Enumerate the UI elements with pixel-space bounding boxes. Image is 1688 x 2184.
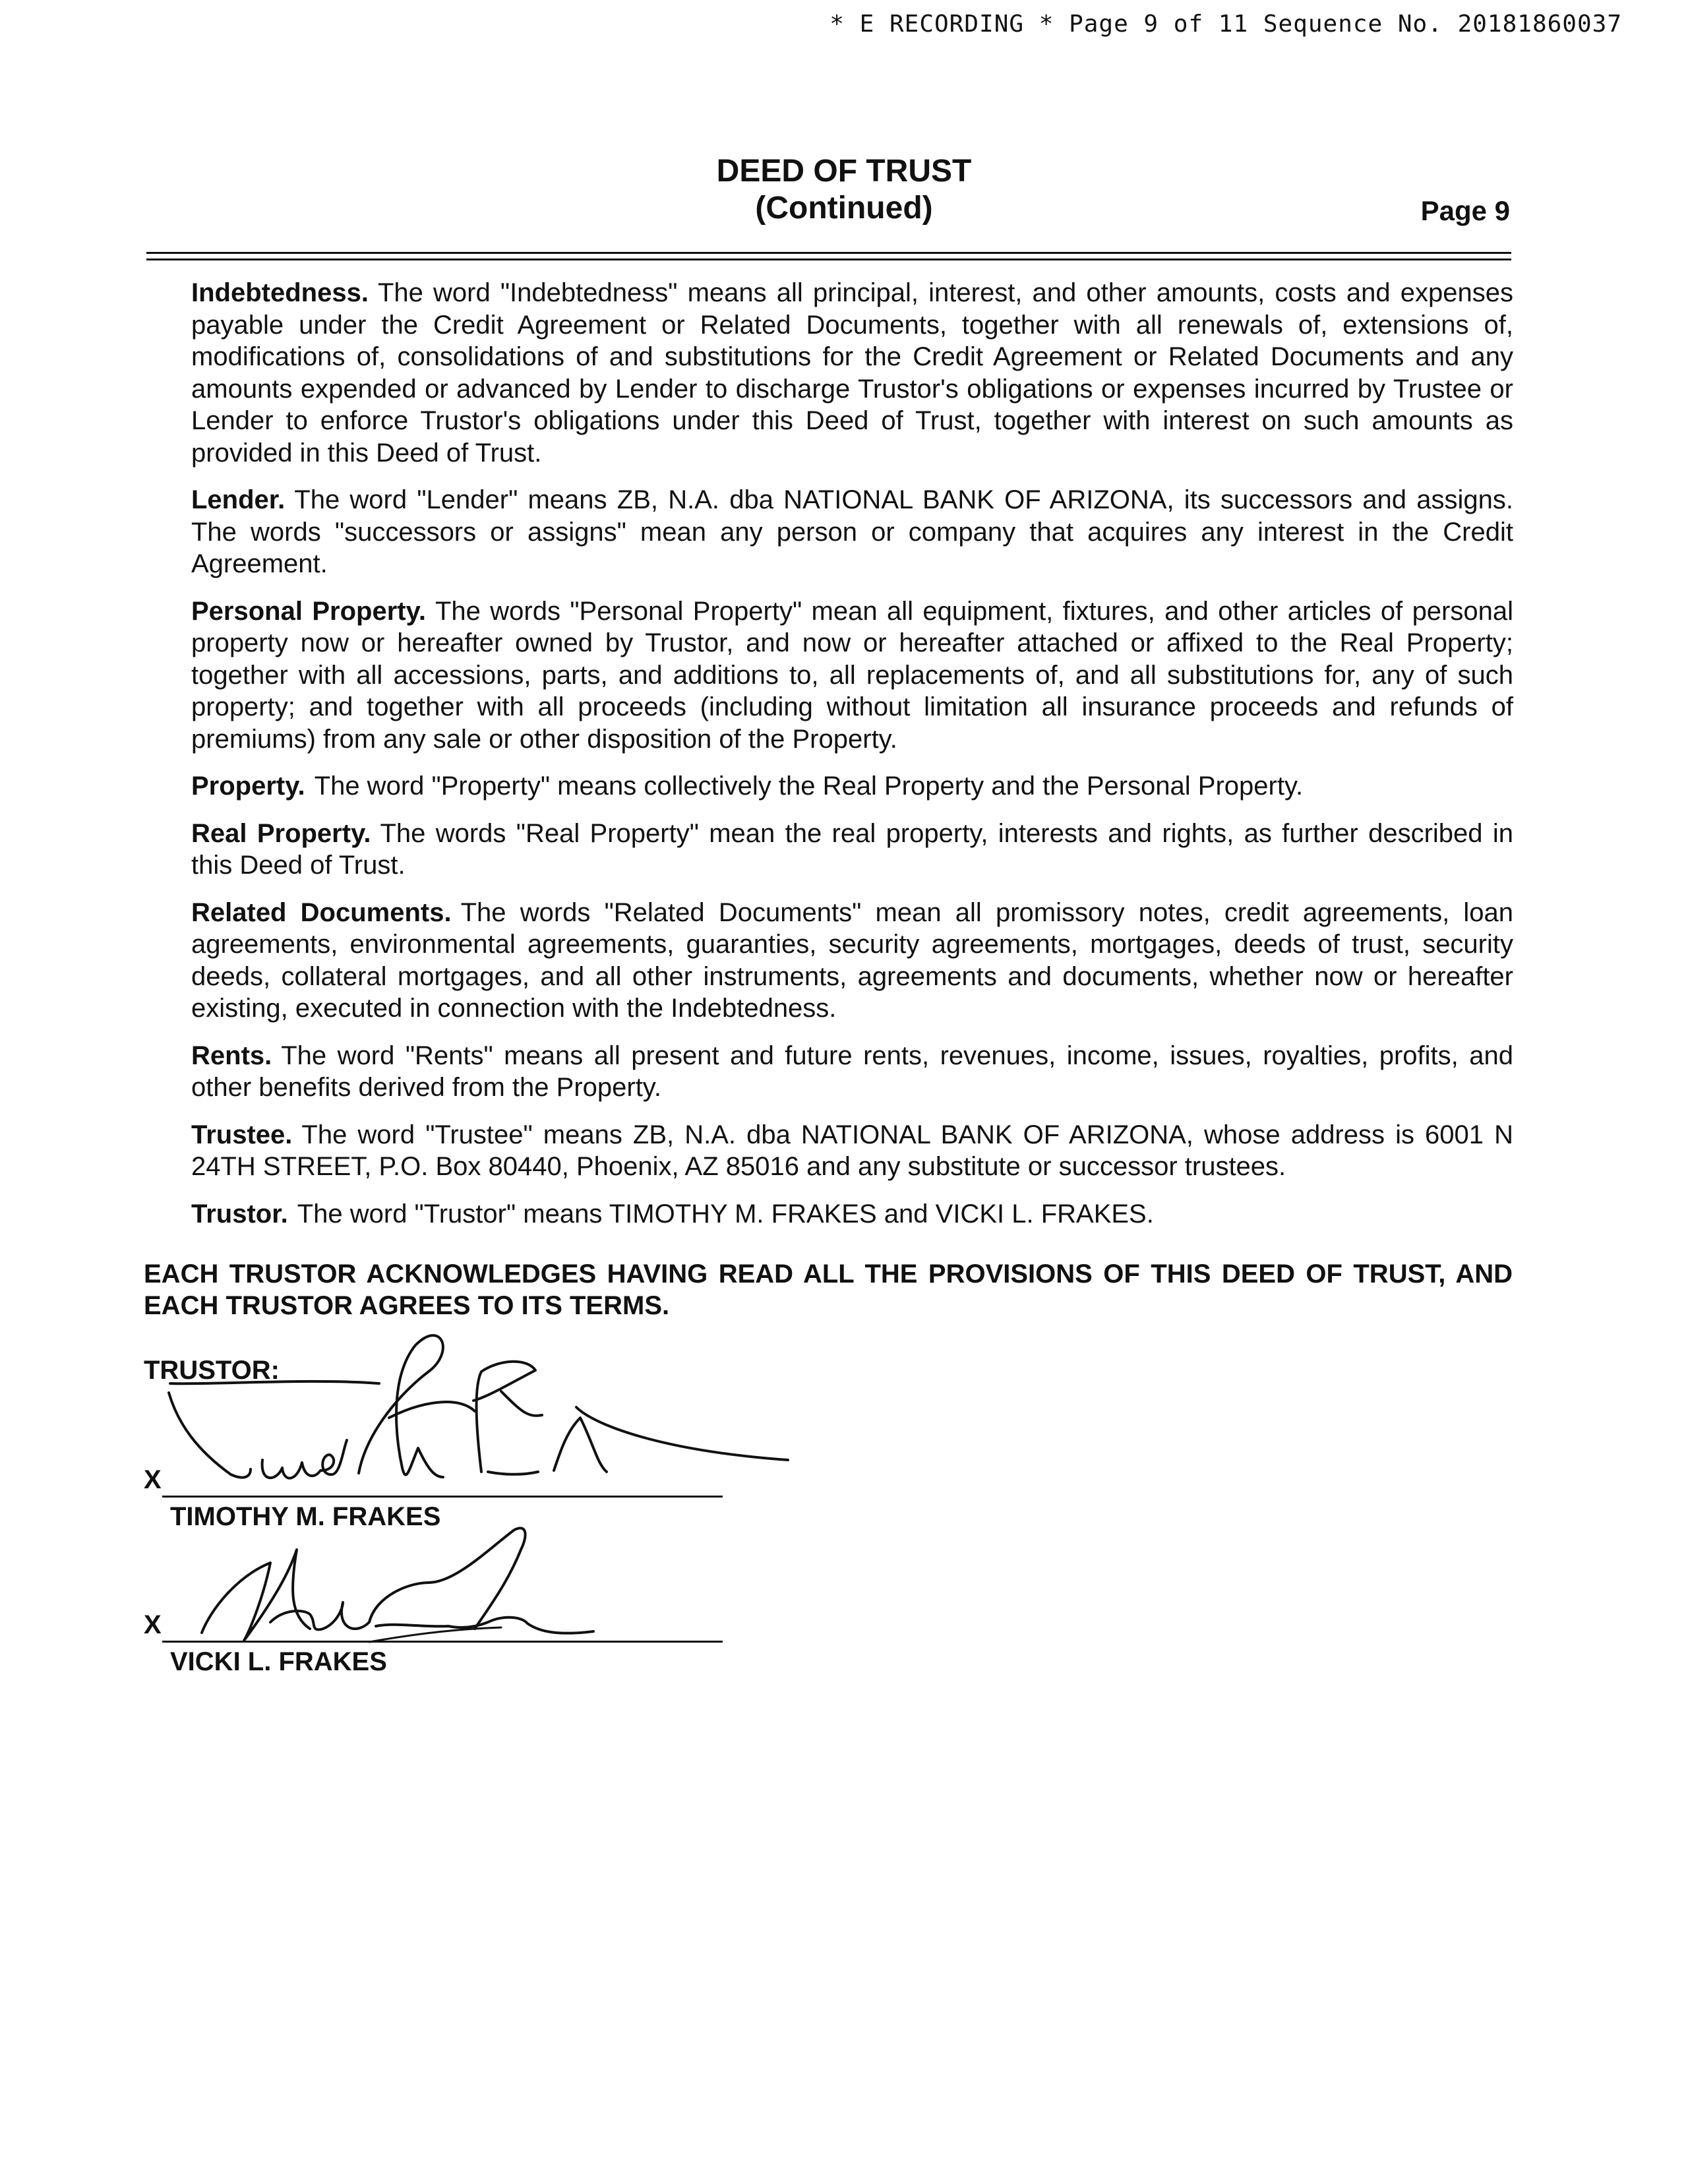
definition-term: Property. — [191, 772, 305, 801]
definition-term: Rents. — [191, 1041, 272, 1070]
definition-term: Lender. — [191, 485, 286, 514]
acknowledgement-statement: EACH TRUSTOR ACKNOWLEDGES HAVING READ ALL THE PROVISIONS OF THIS DEED OF TRUST, AND EACH TRUSTOR AGREES TO ITS TERMS. — [144, 1259, 1513, 1320]
definition-term: Trustor. — [191, 1199, 288, 1228]
signature-mark: X — [144, 1610, 162, 1639]
page-number: Page 9 — [1420, 195, 1510, 226]
signer-name: VICKI L. FRAKES — [170, 1647, 387, 1676]
definition-text: The word "Trustor" means TIMOTHY M. FRAKES and VICKI L. FRAKES. — [297, 1199, 1154, 1228]
document-title: DEED OF TRUST — [716, 154, 972, 189]
signature-vicki-frakes — [202, 1528, 593, 1641]
recording-header: * E RECORDING * Page 9 of 11 Sequence No. 20181860037 — [829, 11, 1622, 38]
signature-timothy-frakes — [169, 1335, 788, 1478]
definition-text: The word "Lender" means ZB, N.A. dba NATIONAL BANK OF ARIZONA, its successors and assigns. The words "successors or assigns" mean any person or company that acquires any interest in the Credit Agreement. — [191, 485, 1513, 578]
definition-text: The words "Related Documents" mean all promissory notes, credit agreements, loan agreements, environmental agreements, guaranties, security agreements, mortgages, deeds of trust, security deeds, collateral mortgages, and all other instruments, agreements and documents, whether now or hereafter existing, executed in connection with the Indebtedness. — [191, 897, 1514, 1023]
document-subtitle: (Continued) — [755, 191, 933, 226]
signature-mark: X — [144, 1465, 162, 1494]
definition-term: Real Property. — [191, 818, 371, 848]
definition-term: Indebtedness. — [191, 278, 369, 307]
definition-text: The word "Rents" means all present and future rents, revenues, income, issues, royalties, profits, and other benefits derived from the Property. — [191, 1041, 1513, 1102]
definition-term: Related Documents. — [191, 897, 452, 927]
definition-text: The word "Property" means collectively the Real Property and the Personal Property. — [314, 772, 1304, 801]
definition-term: Personal Property. — [191, 596, 426, 626]
trustor-label: TRUSTOR: — [144, 1356, 280, 1385]
definition-text: The words "Real Property" mean the real property, interests and rights, as further described in this Deed of Trust. — [191, 818, 1513, 880]
definition-text: The words "Personal Property" mean all equipment, fixtures, and other articles of personal property now or hereafter owned by Trustor, and now or hereafter attached or affixed to the Real Property; together with all accessions, parts, and additions to, all replacements of, and all substitutions for, any of such property; and together with all proceeds (including without limitation all insurance proceeds and refunds of premiums) from any sale or other disposition of the Property. — [191, 596, 1514, 754]
definition-text: The word "Trustee" means ZB, N.A. dba NATIONAL BANK OF ARIZONA, whose address is 6001 N 24TH STREET, P.O. Box 80440, Phoenix, AZ 85016 and any substitute or successor trustees. — [191, 1120, 1513, 1181]
signer-name: TIMOTHY M. FRAKES — [170, 1502, 441, 1531]
definition-term: Trustee. — [191, 1120, 293, 1149]
definition-text: The word "Indebtedness" means all principal, interest, and other amounts, costs and expenses payable under the Credit Agreement or Related Documents, together with all renewals of, extensions of, modifications of, consolidations of and substitutions for the Credit Agreement or Related Documents and any amounts expended or advanced by Lender to discharge Trustor's obligations or expenses incurred by Trustee or Lender to enforce Trustor's obligations under this Deed of Trust, together with interest on such amounts as provided in this Deed of Trust. — [191, 278, 1513, 468]
